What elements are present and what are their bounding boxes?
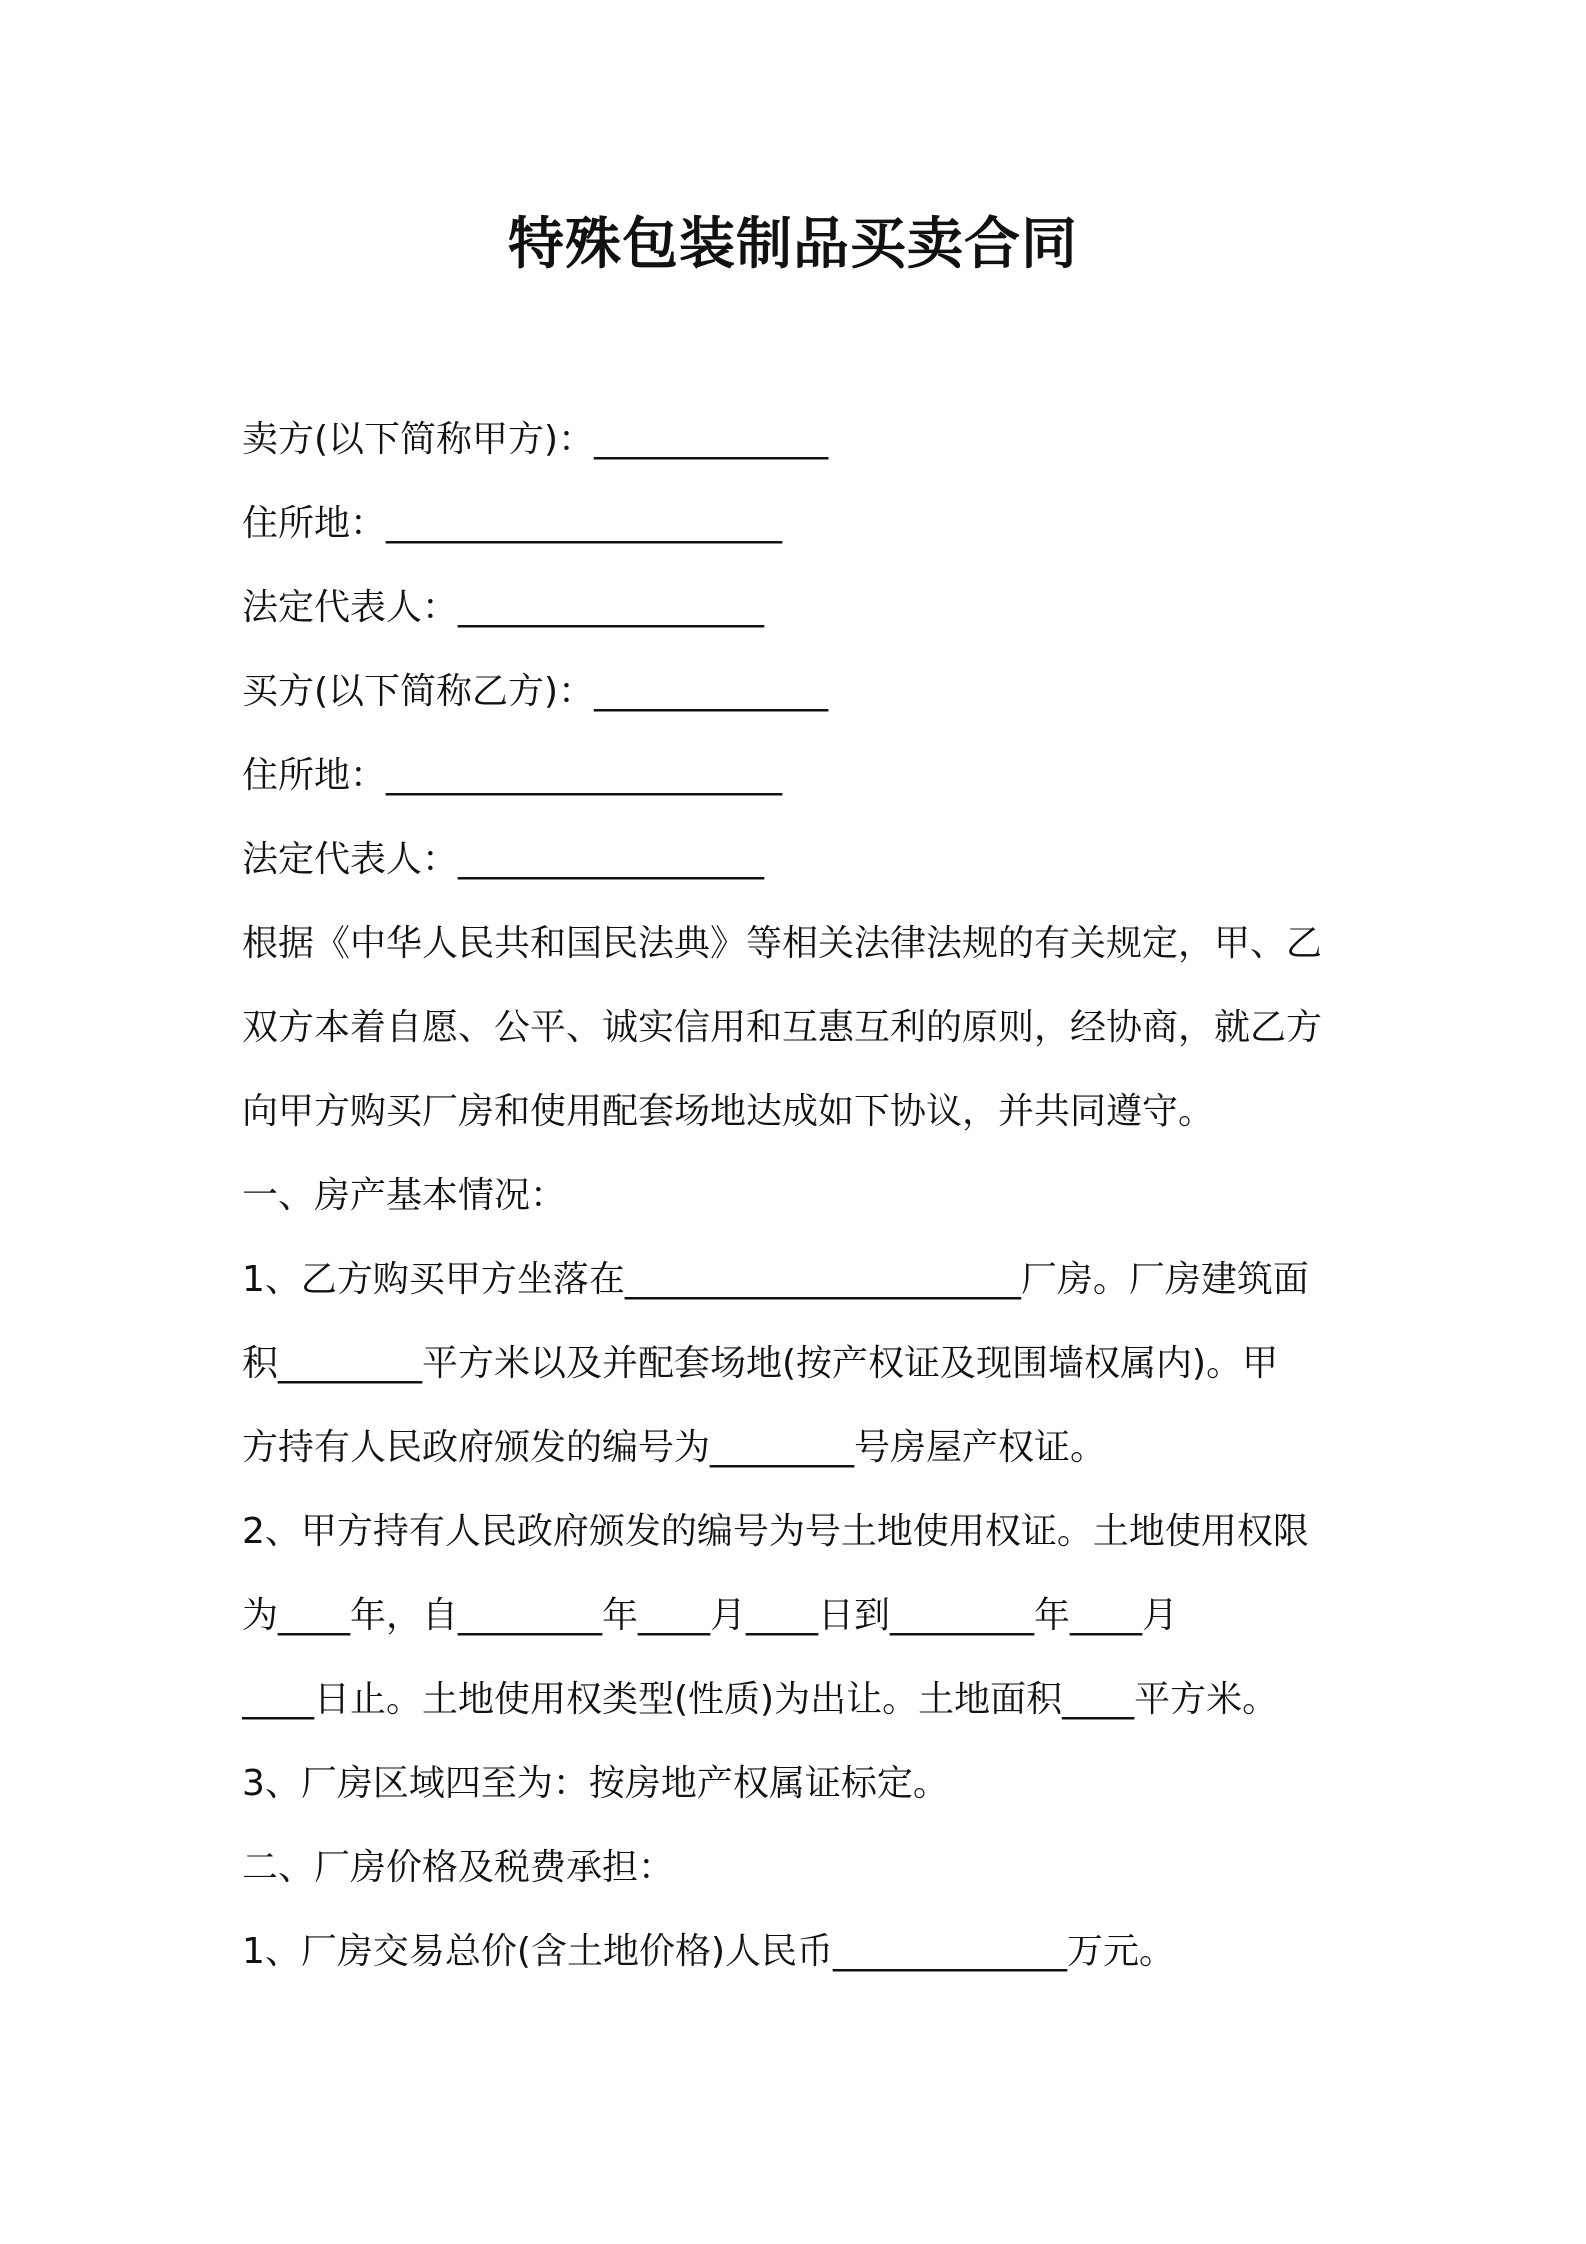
preamble-line-2: 双方本着自愿、公平、诚实信用和互惠互利的原则，经协商，就乙方: [242, 1007, 1323, 1048]
seller-representative-line: 法定代表人：_________________: [242, 587, 765, 628]
section-heading-1: 一、房产基本情况：: [242, 1175, 567, 1216]
seller-address-line: 住所地：______________________: [242, 503, 783, 544]
seller-name-line: 卖方(以下简称甲方)：_____________: [242, 419, 829, 460]
buyer-address-line: 住所地：______________________: [242, 755, 783, 796]
document-title: 特殊包装制品买卖合同: [508, 212, 1078, 277]
document-body: [242, 398, 1362, 1994]
clause-1-1-line-3: 方持有人民政府颁发的编号为________号房屋产权证。: [242, 1427, 1107, 1468]
section-heading-2: 二、厂房价格及税费承担：: [242, 1847, 675, 1888]
clause-1-2-line-3: ____日止。土地使用权类型(性质)为出让。土地面积____平方米。: [242, 1679, 1279, 1720]
clause-1-3-line: 3、厂房区域四至为：按房地产权属证标定。: [242, 1763, 949, 1804]
clause-2-1-line: 1、厂房交易总价(含土地价格)人民币_____________万元。: [242, 1931, 1175, 1972]
clause-1-1-line-1: 1、乙方购买甲方坐落在______________________厂房。厂房建筑面: [242, 1259, 1309, 1300]
clause-1-2-line-1: 2、甲方持有人民政府颁发的编号为号土地使用权证。土地使用权限: [242, 1511, 1309, 1552]
buyer-name-line: 买方(以下简称乙方)：_____________: [242, 671, 829, 712]
preamble-line-3: 向甲方购买厂房和使用配套场地达成如下协议，并共同遵守。: [242, 1091, 1215, 1132]
clause-1-2-line-2: 为____年，自________年____月____日到________年____月: [242, 1595, 1179, 1636]
preamble-line-1: 根据《中华人民共和国民法典》等相关法律法规的有关规定，甲、乙: [242, 923, 1323, 964]
clause-1-1-line-2: 积________平方米以及并配套场地(按产权证及现围墙权属内)。甲: [242, 1343, 1279, 1384]
buyer-representative-line: 法定代表人：_________________: [242, 839, 765, 880]
